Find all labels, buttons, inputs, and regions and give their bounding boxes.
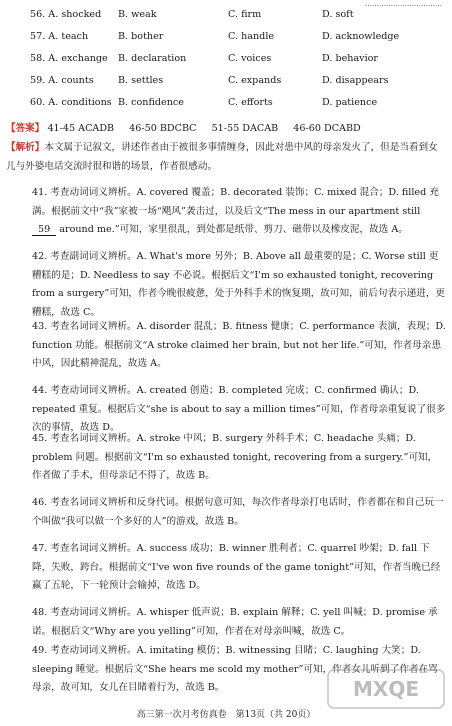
answer-label: 【答案】 bbox=[6, 123, 45, 134]
q42-text: 42. 考查副词词义辨析。A. What's more 另外；B. Above all 最重要的是；C. Worse still 更糟糕的是；D. Needless to say 不必说。根据后文“I'm so exhausted tonight, recovering from a surgery”可知，作者今晚很疲惫，处于外科手术的恢复期，故可知，前后句表示递进，更糟糕，故选 C。 bbox=[32, 251, 446, 318]
explanation-q45 bbox=[6, 430, 446, 486]
header-fragment: …………………………… bbox=[365, 0, 442, 8]
options-row-56 bbox=[30, 9, 450, 27]
option-d: D. disappears bbox=[322, 75, 389, 86]
option-d: D. acknowledge bbox=[322, 31, 400, 42]
answer-key bbox=[6, 120, 361, 134]
svg-text:MXQE: MXQE bbox=[353, 677, 419, 701]
option-a: 60. A. conditions bbox=[30, 97, 112, 108]
option-d: D. soft bbox=[322, 9, 354, 20]
watermark-logo bbox=[326, 666, 446, 712]
explanation-q48 bbox=[6, 604, 446, 641]
option-d: D. behavior bbox=[322, 53, 379, 64]
q48-text: 48. 考查动词词义辨析。A. whisper 低声说；B. explain 解释；C. yell 叫喊；D. promise 承诺。根据后文“Why are you yelling”可知，作者在对母亲叫喊，故选 C。 bbox=[32, 607, 438, 637]
q41-blank: 59 bbox=[32, 224, 56, 236]
analysis-intro bbox=[6, 139, 446, 176]
page-footer: 高三第一次月考仿真卷 第13页（共 20页） bbox=[136, 710, 316, 720]
explanation-q43 bbox=[6, 318, 446, 374]
q43-text: 43. 考查名词词义辨析。A. disorder 混乱；B. fitness 健康；C. performance 表演，表现；D. function 功能。根据前文“A stroke claimed her brain, but not her life.”可知，作者母亲患中风，因此精神混乱，故选 A。 bbox=[32, 321, 446, 369]
q49-text: 49. 考查动词词义辨析。A. imitating 模仿；B. witnessing 目睹；C. laughing 大笑；D. sleeping 睡觉。根据后文“She hears me scold my mother”可知，作者女儿听到了作者在骂母亲，故可知，女儿在目睹着行为，故选 B。 bbox=[32, 645, 438, 693]
option-a: 56. A. shocked bbox=[30, 9, 102, 20]
option-b: B. settles bbox=[118, 75, 164, 86]
option-c: C. efforts bbox=[228, 97, 273, 108]
analysis-text: 本文属于记叙文，讲述作者由于被很多事情缠身，因此对患中风的母亲发火了，但是当看到女儿与外婆电话交流时很和谐的场景，作者很感动。 bbox=[6, 142, 438, 172]
explanation-q46 bbox=[6, 494, 446, 531]
q47-text: 47. 考查名词词义辨析。A. success 成功；B. winner 胜利者；C. quarrel 吵架；D. fall 下降，失败，跨台。根据前文“I've won five rounds of the game tonight”可知，作者当晚已经赢了五轮，下一轮预计会输掉，故选 D。 bbox=[32, 543, 441, 591]
option-a: 57. A. teach bbox=[30, 31, 89, 42]
q41-text-2: around me.”可知，家里很乱，到处都是纸带、剪刀、磁带以及橡皮泥，故选 A。 bbox=[59, 224, 408, 235]
q41-text: 41. 考查动词词义辨析。A. covered 覆盖；B. decorated 装饰；C. mixed 混合；D. filled 充满。根据前文中“我”家被一场“飓风”袭击过，以及后文“The mess in our apartment still bbox=[32, 187, 439, 217]
options-row-59 bbox=[30, 75, 450, 93]
option-a: 59. A. counts bbox=[30, 75, 94, 86]
option-c: C. firm bbox=[228, 9, 262, 20]
explanation-q47 bbox=[6, 540, 446, 596]
options-row-57 bbox=[30, 31, 450, 49]
option-b: B. bother bbox=[118, 31, 164, 42]
q44-text: 44. 考查动词词义辨析。A. created 创造；B. completed 完成；C. confirmed 确认；D. repeated 重复。根据后文“she is about to say a million times”可知，作者母亲重复说了很多次的事情，故选 D。 bbox=[32, 385, 446, 433]
option-b: B. declaration bbox=[118, 53, 187, 64]
answer-group-3: 51-55 DACAB bbox=[211, 123, 279, 134]
option-a: 58. A. exchange bbox=[30, 53, 108, 64]
answer-group-4: 46-60 DCABD bbox=[293, 123, 361, 134]
analysis-label: 【解析】 bbox=[6, 142, 45, 153]
option-c: C. handle bbox=[228, 31, 275, 42]
option-d: D. patience bbox=[322, 97, 378, 108]
options-row-58 bbox=[30, 53, 450, 71]
explanation-q41 bbox=[6, 184, 446, 240]
options-row-60 bbox=[30, 97, 450, 115]
q46-text: 46. 考查名词词义辨析和反身代词。根据句意可知，每次作者母亲打电话时，作者都在和自己玩一个叫做“我可以做一个多好的人”的游戏，故选 B。 bbox=[32, 497, 444, 527]
q45-text: 45. 考查名词词义辨析。A. stroke 中风；B. surgery 外科手术；C. headache 头痛；D. problem 问题。根据前文“I'm so exhausted tonight, recovering from a surgery.”可知，作者做了手术，但母亲记不得了，故选 B。 bbox=[32, 433, 438, 481]
answer-group-2: 46-50 BDCBC bbox=[129, 123, 197, 134]
option-c: C. expands bbox=[228, 75, 282, 86]
option-b: B. weak bbox=[118, 9, 157, 20]
option-b: B. confidence bbox=[118, 97, 184, 108]
explanation-q42 bbox=[6, 248, 446, 322]
answer-group-1: 41-45 ACADB bbox=[47, 123, 115, 134]
option-c: C. voices bbox=[228, 53, 272, 64]
